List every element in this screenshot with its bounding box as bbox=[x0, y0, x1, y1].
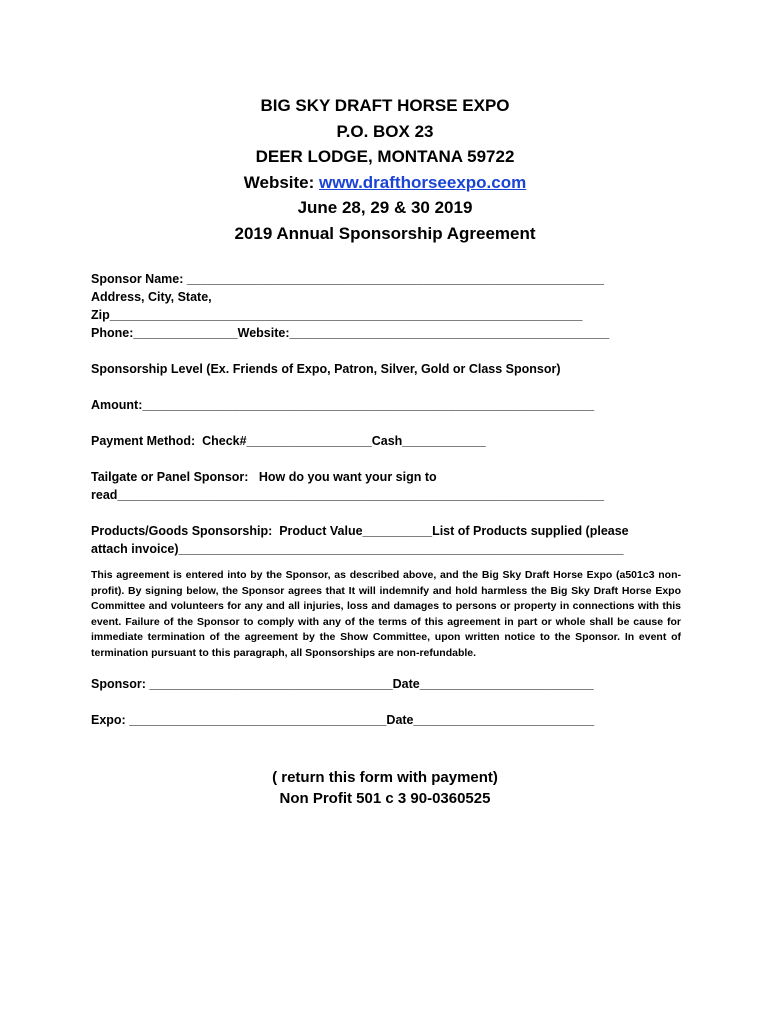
zip-field[interactable]: Zip____________________________________________________________________ bbox=[91, 308, 583, 322]
website-link[interactable]: www.drafthorseexpo.com bbox=[319, 172, 527, 192]
organization-name: BIG SKY DRAFT HORSE EXPO bbox=[260, 96, 510, 115]
nonprofit-id: Non Profit 501 c 3 90-0360525 bbox=[279, 790, 491, 807]
website-label: Website: bbox=[243, 172, 320, 192]
city-state-zip: DEER LODGE, MONTANA 59722 bbox=[255, 147, 515, 166]
footer-note bbox=[0, 767, 770, 809]
address-label: Address, City, State, bbox=[91, 290, 212, 304]
sponsor-signature-field[interactable]: Sponsor: ___________________________________Date_________________________ bbox=[91, 677, 594, 691]
return-instruction: ( return this form with payment) bbox=[272, 769, 498, 786]
sponsorship-level-label: Sponsorship Level (Ex. Friends of Expo, Patron, Silver, Gold or Class Sponsor) bbox=[91, 362, 561, 376]
phone-website-field[interactable]: Phone:_______________Website:______________________________________________ bbox=[91, 326, 610, 340]
document-title: 2019 Annual Sponsorship Agreement bbox=[234, 223, 536, 243]
payment-method-field[interactable]: Payment Method: Check#__________________Cash____________ bbox=[91, 434, 486, 448]
sponsorship-form bbox=[91, 270, 681, 729]
expo-signature-field[interactable]: Expo: _____________________________________Date__________________________ bbox=[91, 713, 595, 727]
website-line bbox=[0, 170, 770, 196]
agreement-paragraph: This agreement is entered into by the Sponsor, as described above, and the Big Sky Draft Horse Expo (a501c3 non-profit). By signing below, the Sponsor agrees that It will indemnify and hold harmless the Big Sky Draft Horse Expo Committee and volunteers for any and all injuries, loss and damages to persons or property in connections with this event. Failure of the Sponsor to comply with any of the terms of this agreement in part or whole shall be cause for immediate termination of the agreement by the Show Committee, upon written notice to the Sponsor. In event of termination pursuant to this paragraph, all Sponsorships are non-refundable. bbox=[91, 569, 681, 659]
event-dates: June 28, 29 & 30 2019 bbox=[297, 198, 473, 217]
sponsor-name-field[interactable]: Sponsor Name: ____________________________________________________________ bbox=[91, 272, 604, 286]
po-box: P.O. BOX 23 bbox=[336, 121, 434, 141]
amount-field[interactable]: Amount:_________________________________________________________________ bbox=[91, 398, 595, 412]
letterhead bbox=[0, 93, 770, 246]
products-invoice-field[interactable]: attach invoice)________________________________________________________________ bbox=[91, 542, 624, 556]
tailgate-sign-field[interactable]: read______________________________________________________________________ bbox=[91, 488, 605, 502]
products-sponsorship-label: Products/Goods Sponsorship: Product Value__________List of Products supplied (please bbox=[91, 524, 629, 538]
tailgate-sponsor-label: Tailgate or Panel Sponsor: How do you want your sign to bbox=[91, 470, 437, 484]
